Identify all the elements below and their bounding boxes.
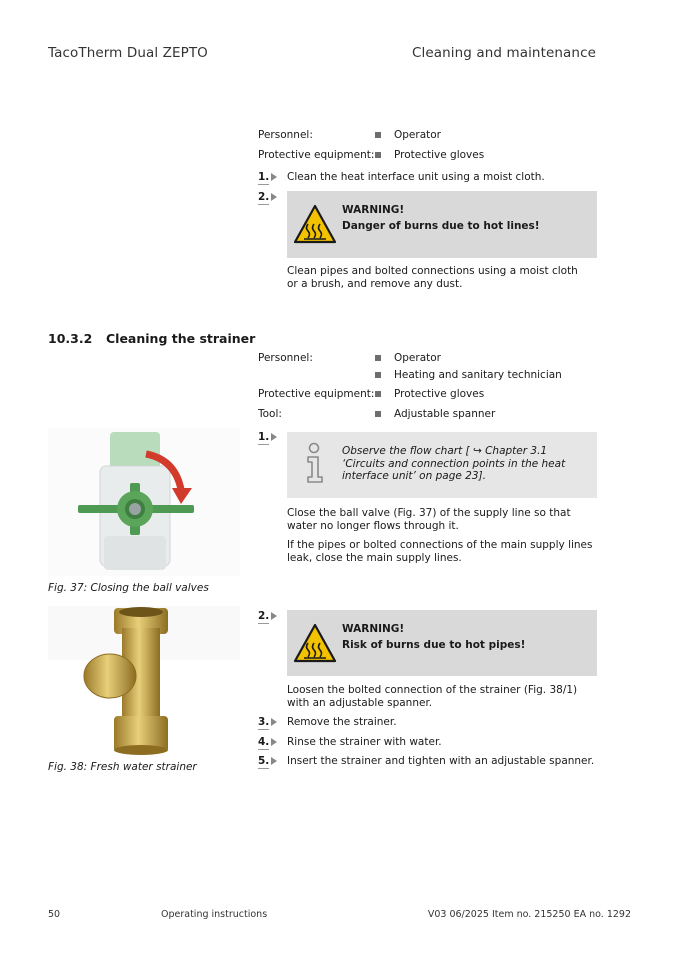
step-number: 5.: [258, 755, 277, 769]
step-text: Remove the strainer.: [287, 716, 397, 728]
hot-surface-warning-icon: [293, 623, 337, 663]
warning-title: WARNING!: [342, 623, 405, 635]
personnel-label: Personnel:: [258, 129, 313, 141]
bullet-icon: [375, 391, 381, 397]
bullet-icon: [375, 132, 381, 138]
bullet-icon: [375, 411, 381, 417]
protective-value: Protective gloves: [394, 149, 485, 161]
page-number: 50: [48, 909, 61, 920]
warning-text: Risk of burns due to hot pipes!: [342, 639, 526, 651]
section-number: 10.3.2: [48, 331, 93, 346]
warning-title: WARNING!: [342, 204, 405, 216]
step-text: Close the ball valve (Fig. 37) of the supply line so that water no longer flows through it.: [287, 507, 571, 532]
bullet-icon: [375, 372, 381, 378]
warning-box: [287, 191, 597, 258]
warning-box: [287, 610, 597, 676]
step-text: Insert the strainer and tighten with an adjustable spanner.: [287, 755, 595, 767]
info-icon: [303, 442, 325, 484]
step-text: Clean the heat interface unit using a moist cloth.: [287, 171, 545, 183]
personnel-value: Operator: [394, 129, 441, 141]
step-number: 4.: [258, 736, 277, 750]
footer-version: V03 06/2025 Item no. 215250 EA no. 1292: [427, 909, 631, 920]
protective-label: Protective equipment:: [258, 388, 375, 400]
footer-doc: Operating instructions: [161, 909, 268, 920]
warning-text: Danger of burns due to hot lines!: [342, 220, 540, 232]
hot-surface-warning-icon: [293, 204, 337, 244]
bullet-icon: [375, 152, 381, 158]
step-text: Rinse the strainer with water.: [287, 736, 442, 748]
protective-value: Protective gloves: [394, 388, 485, 400]
strainer-figure: [48, 606, 240, 756]
step-number: 1.: [258, 431, 277, 445]
step-number: 1.: [258, 171, 277, 185]
info-box: [287, 432, 597, 498]
figure-caption: Fig. 38: Fresh water strainer: [48, 761, 197, 773]
personnel-label: Personnel:: [258, 352, 313, 364]
header-product: TacoTherm Dual ZEPTO: [48, 45, 208, 61]
info-note: Observe the flow chart [ ↪ Chapter 3.1 ‘Circuits and connection points in the heat interface unit’ on page 23].: [342, 445, 566, 482]
header-chapter: Cleaning and maintenance: [411, 45, 596, 61]
step-number: 2.: [258, 191, 277, 205]
step-number: 3.: [258, 716, 277, 730]
step-number: 2.: [258, 610, 277, 624]
step-text: Loosen the bolted connection of the strainer (Fig. 38/1) with an adjustable spanner.: [287, 684, 578, 709]
personnel-value: Heating and sanitary technician: [394, 369, 562, 381]
figure-caption: Fig. 37: Closing the ball valves: [48, 582, 209, 594]
section-title: Cleaning the strainer: [106, 331, 256, 346]
tool-label: Tool:: [258, 408, 282, 420]
step-text: If the pipes or bolted connections of the main supply lines leak, close the main supply lines.: [287, 539, 593, 564]
tool-value: Adjustable spanner: [394, 408, 496, 420]
bullet-icon: [375, 355, 381, 361]
personnel-value: Operator: [394, 352, 441, 364]
ball-valve-figure: [48, 428, 240, 576]
protective-label: Protective equipment:: [258, 149, 375, 161]
step-text: Clean pipes and bolted connections using a moist cloth or a brush, and remove any dust.: [287, 265, 578, 290]
